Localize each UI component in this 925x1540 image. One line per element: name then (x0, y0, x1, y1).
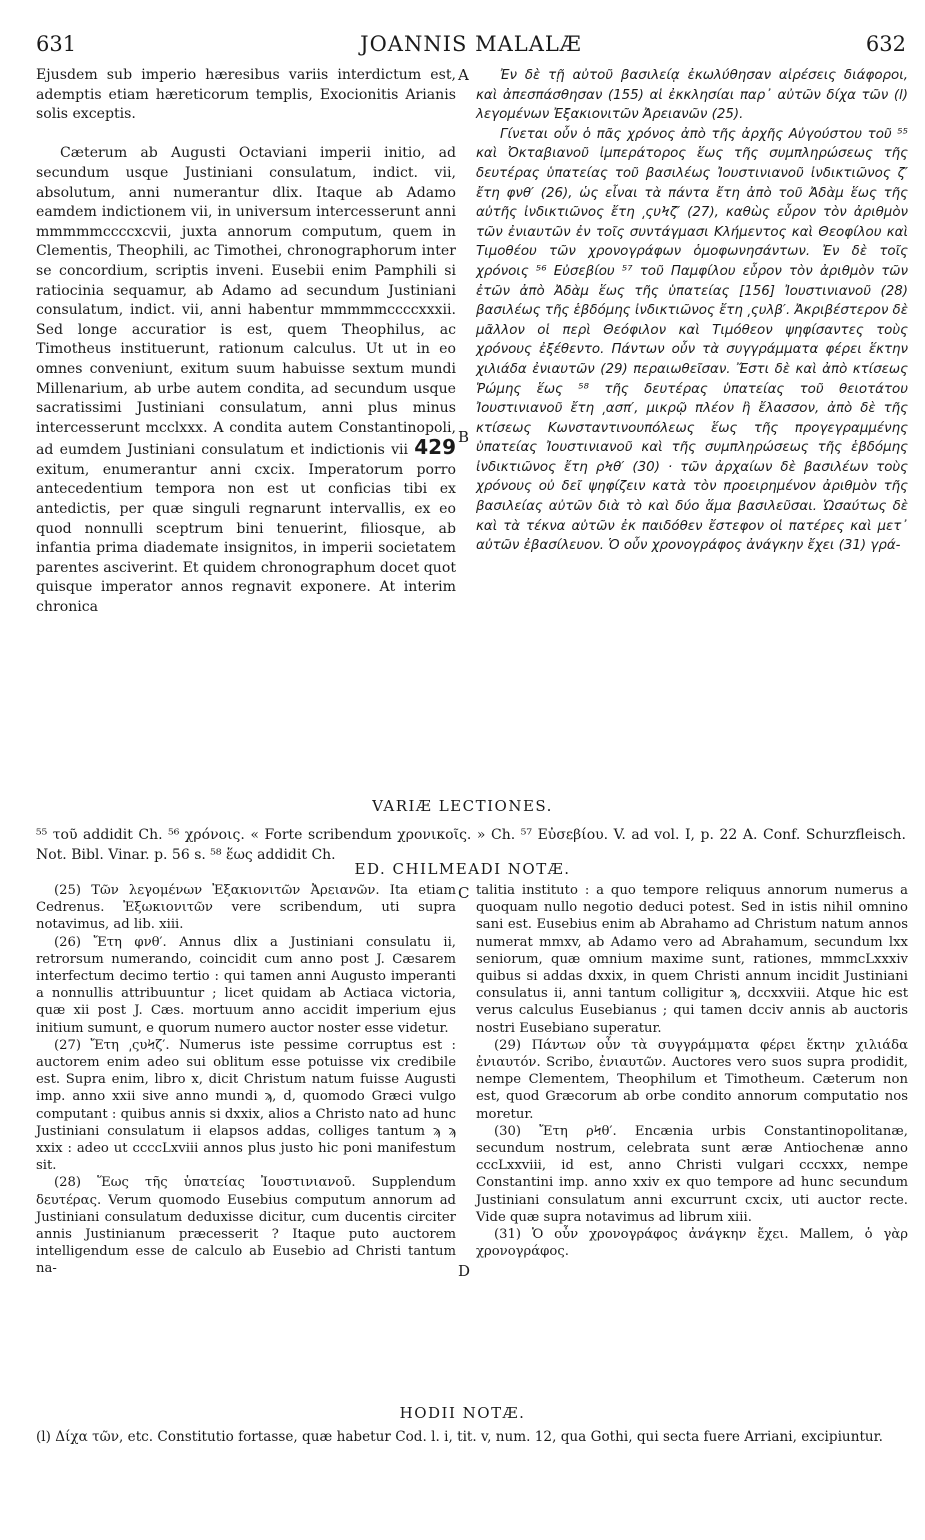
note-31: (31) Ὁ οὖν χρονογράφος ἀνάγκην ἔχει. Mallem, ὁ γὰρ χρονογράφος. (476, 1227, 908, 1260)
running-title: JOANNIS MALALÆ (360, 32, 582, 56)
note-29: (29) Πάντων οὖν τὰ συγγράμματα φέρει ἕκτην χιλιάδα ἐνιαυτόν. Scribo, ἐνιαυτῶν. Auctores vero suos supra prodidit, nempe Clementem, Theophilum et Timotheum. Cæterum non est, quod Græcorum ab orbe condito annorum computatio nos moretur. (476, 1037, 908, 1122)
margin-page-number: 429 (414, 435, 456, 460)
latin-paragraph-2-part-1: Cæterum ab Augusti Octaviani imperii initio, ad secundum usque Justiniani consulatum, indict. vii, absolutum, anni numerantur dlix. Itaque ab Adamo eamdem indictionem vii, in universum intercesserunt anni mmmmmccccxcvii, juxta annorum computum, quem in Clementis, Theophili, ac Timothei, chronographorum inter se concordium, scriptis inveni. Eusebii enim Pamphili si ratiocinia sequamur, ab Adamo ad secundum Justiniani consulatum, indict. vii, anni habentur mmmmmccccxxxii. Sed longe accuratior is est, quem Theophilus, ac Timotheus instituerunt, rationum calculus. Ut ut in eo omnes conveniunt, exitum suum habuisse sextum mundi Millenarium, ab urbe autem condita, ad secundum usque sacratissimi Justiniani consulatum, anni plus minus intercesserunt mcclxxx. A condita autem Constantinopoli, ad eumdem Justiniani consulatum et indictionis vii (36, 145, 456, 459)
greek-paragraph-2: Γίνεται οὖν ὁ πᾶς χρόνος ἀπὸ τῆς ἀρχῆς Αὐγούστου τοῦ ⁵⁵ καὶ Ὀκταβιανοῦ ἰμπεράτορος ἕως τῆς συμπληρώσεως τῆς δευτέρας ὑπατείας τοῦ βασιλέως Ἰουστινιανοῦ ἰνδικτιῶνος ζ′ ἔτη φνθ′ (26), ὡς εἶναι τὰ πάντα ἔτη ἀπὸ τοῦ Ἀδὰμ ἕως τῆς αὐτῆς ἰνδικτιῶνος ἔτη ͵ςυϞζ′ (27), καθὼς εὗρον τὸν ἀριθμὸν τῶν ἐνιαυτῶν ἐν τοῖς συντάγμασι Κλήμεντος καὶ Θεοφίλου καὶ Τιμοθέου τῶν χρονογράφων ὁμοφωνησάντων. Ἐν δὲ τοῖς χρόνοις ⁵⁶ Εὐσεβίου ⁵⁷ τοῦ Παμφίλου εὗρον τὸν ἀριθμὸν τῶν ἐτῶν ἀπὸ Ἀδὰμ ἕως τῆς ὑπατείας [156] Ἰουστινιανοῦ (28) βασιλέως τῆς ἑβδόμης ἰνδικτιῶνος ἔτη ͵ςυλβ′. Ἀκριβέστερον δὲ μᾶλλον οἱ περὶ Θεόφιλον καὶ Τιμόθεον ψηφίσαντες τοὺς χρόνους ἐξέθεντο. Πάντων οὖν τὰ συγγράμματα φέρει ἕκτην χιλιάδα ἐνιαυτῶν (29) περαιωθεῖσαν. Ἔστι δὲ καὶ ἀπὸ κτίσεως Ῥώμης ἕως ⁵⁸ τῆς δευτέρας ὑπατείας τοῦ θειοτάτου Ἰουστινιανοῦ ἔτη ͵ασπ′, μικρῷ πλέον ἢ ἔλασσον, ἀπὸ δὲ τῆς κτίσεως Κωνσταντινουπόλεως ἕως τῆς προγεγραμμένης ὑπατείας Ἰουστινιανοῦ καὶ τῆς συμπληρώσεως τῆς ἑβδόμης ἰνδικτιῶνος ἔτη ρϞθ′ (30) · τῶν ἀρχαίων δὲ βασιλέων τοὺς χρόνους οὐ δεῖ ψηφίζειν κατὰ τὸν προειρημένον ἀριθμὸν τῆς βασιλείας αὐτῶν διὰ τὸ καὶ δύο ἅμα βασιλεῦσαι. Ὡσαύτως δὲ καὶ τὰ τέκνα αὐτῶν ἐκ παιδόθεν ἔστεφον οἱ πατέρες καὶ μετ᾽ αὐτῶν ἐβασίλευον. Ὁ οὖν χρονογράφος ἀνάγκην ἔχει (31) γρά- (476, 126, 908, 554)
note-26: (26) Ἔτη φνθ′. Annus dlix a Justiniani consulatu ii, retrorsum numerando, coincidit cum anno post J. Cæsarem interfectum decimo tertio : qui tamen anni Augusto imperanti a nonnullis attribuuntur ; licet quidam ab Actiaca victoria, quæ xii post J. Cæs. mortuum anno accidit imperium ejus initium sumunt, e quorum numero auctor noster esse videtur. (36, 934, 456, 1036)
variae-lectiones: ⁵⁵ τοῦ addidit Ch. ⁵⁶ χρόνοις. « Forte scribendum χρονικοῖς. » Ch. ⁵⁷ Εὐσεβίου. V. ad vol. I, p. 22 A. Conf. Schurzfleisch. Not. Bibl. Vinar. p. 56 s. ⁵⁸ ἕως addidit Ch. (36, 827, 906, 863)
page-header (36, 32, 906, 58)
column-marker-c: C (458, 884, 470, 902)
greek-column (476, 66, 908, 556)
right-page-number: 632 (865, 32, 906, 56)
note-27: (27) Ἔτη ͵ςυϞζ′. Numerus iste pessime corruptus est : auctorem enim adeo sui oblitum esse potuisse vix credibile est. Supra enim, libro x, dicit Christum natum fuisse Augusti imp. anno xxii sive anno mundi ϡ, d, quomodo Græci vulgo computant : quibus annis si dxxix, alios a Christo nato ad hunc Justiniani consulatum ii elapsos addas, colliges tantum ϡ ϡ xxix : adeo ut ccccLxviii annos plus justo hic poni manifestum sit. (36, 1037, 456, 1174)
note-28: (28) Ἕως τῆς ὑπατείας Ἰουστινιανοῦ. Supplendum δευτέρας. Verum quomodo Eusebius computum annorum ad Justiniani consulatum deduxisse dicitur, cum ducentis circiter annis Justinianum præcesserit ? Itaque puto auctorem intelligendum esse de calculo ab Eusebio ad Christi tantum na- (36, 1175, 456, 1277)
greek-paragraph-1: Ἐν δὲ τῇ αὐτοῦ βασιλείᾳ ἐκωλύθησαν αἱρέσεις διάφοροι, καὶ ἀπεσπάσθησαν (155) αἱ ἐκκλησίαι παρ᾽ αὐτῶν δίχα τῶν (l) λεγομένων Ἐξακιονιτῶν Ἀρειανῶν (25). (476, 68, 908, 123)
hodii-notes-title: HODII NOTÆ. (399, 1404, 526, 1422)
latin-paragraph-2 (36, 144, 456, 617)
note-30: (30) Ἔτη ρϞθ′. Encænia urbis Constantinopolitanæ, secundum nostrum, celebrata sunt æræ Antiochenæ anno cccLxxviii, id est, anno Christi vulgari cccxxx, nempe Constantini imp. anno xxiv ex quo tempore ad hunc secundum Justiniani consulatum anni excurrunt cxcix, uti auctor recte. Vide quæ supra notavimus ad librum xiii. (476, 1123, 908, 1225)
left-page-number: 631 (36, 32, 77, 56)
notes-left-column (36, 882, 456, 1278)
variae-title: VARIÆ LECTIONES. (372, 797, 553, 815)
column-marker-b: B (458, 428, 470, 446)
latin-paragraph-1: Ejusdem sub imperio hæresibus variis interdictum est, ademptis etiam hæreticorum templis, Exocionitis Arianis solis exceptis. (36, 67, 456, 123)
hodii-note: (l) Δίχα τῶν, etc. Constitutio fortasse, quæ habetur Cod. l. i, tit. v, num. 12, qua Gothi, qui secta fuere Arriani, excipiuntur. (36, 1429, 883, 1445)
column-marker-a: A (458, 66, 469, 84)
latin-paragraph-2-part-2: exitum, enumerantur anni cxcix. Imperatorum porro antecedentium tempora non est ut conficias tibi ex antedictis, per quæ singuli regnarunt intervallis, ex eo quod nonnulli sceptrum bini tenuerint, filiosque, ab infantia prima diademate insignitos, in imperii societatem parentes asciverint. Et quidem chronographum docet quot quisque imperator annos regnavit exponere. At interim chronica (36, 461, 456, 616)
chilmead-notes-title: ED. CHILMEADI NOTÆ. (354, 860, 571, 878)
column-marker-d: D (458, 1262, 471, 1280)
notes-right-column (476, 882, 908, 1260)
note-25: (25) Τῶν λεγομένων Ἐξακιονιτῶν Ἀρειανῶν. Ita etiam Cedrenus. Ἐξωκιονιτῶν vere scribendum, uti supra notavimus, ad lib. xiii. (36, 883, 456, 933)
latin-column (36, 66, 456, 618)
note-28-continued: talitia instituto : a quo tempore reliquus annorum numerus a quoquam nullo negotio deduci potest. Sed in istis nihil omnino sani est. Eusebius enim ab Abrahamo ad Christum natum annos numerat mmxv, ab Adamo vero ad Abrahamum, secundum lxx seniorum, quæ omnium maxime sunt, rationes, mmmcLxxxiv quibus si addas dxxix, in quem Christi annum incidit Justiniani consulatus ii, anni tantum colligitur ϡ, dccxxviii. Atque hic est verus calculus Eusebianus ; qui tamen dcciv annis ab auctoris nostri Eusebiano superatur. (476, 883, 908, 1036)
